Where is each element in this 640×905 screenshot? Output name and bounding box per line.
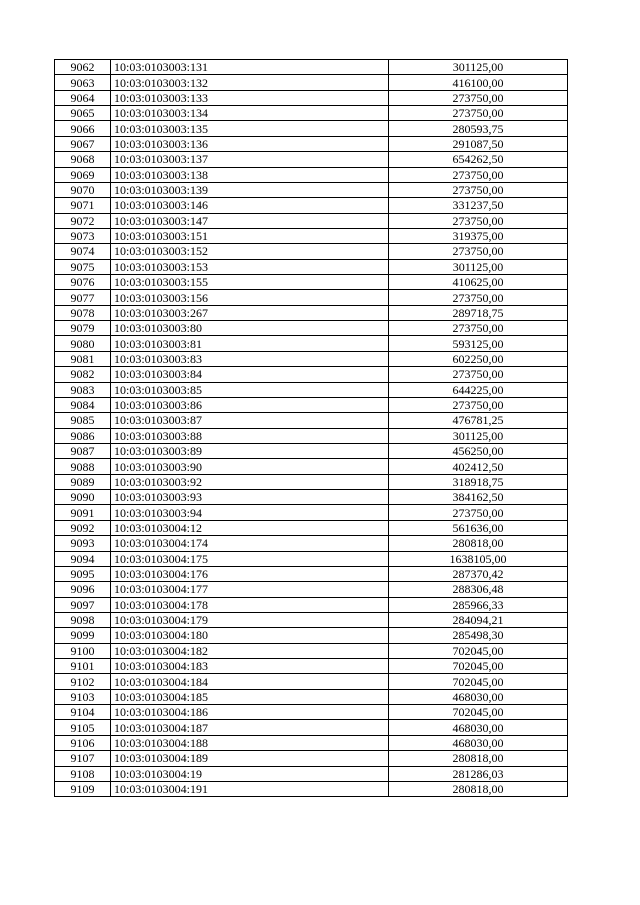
row-number-cell: 9066 bbox=[55, 121, 111, 136]
cadastral-value-cell: 285966,33 bbox=[389, 597, 568, 612]
cadastral-value-cell: 468030,00 bbox=[389, 735, 568, 750]
row-number-cell: 9073 bbox=[55, 228, 111, 243]
cadastral-number-cell: 10:03:0103003:94 bbox=[111, 505, 389, 520]
table-row bbox=[55, 551, 568, 566]
cadastral-value-cell: 289718,75 bbox=[389, 305, 568, 320]
table-row bbox=[55, 705, 568, 720]
cadastral-number-cell: 10:03:0103003:151 bbox=[111, 228, 389, 243]
table-row bbox=[55, 259, 568, 274]
cadastral-number-cell: 10:03:0103003:93 bbox=[111, 490, 389, 505]
table-row bbox=[55, 459, 568, 474]
table-row bbox=[55, 566, 568, 581]
row-number-cell: 9093 bbox=[55, 536, 111, 551]
cadastral-value-cell: 702045,00 bbox=[389, 659, 568, 674]
cadastral-number-cell: 10:03:0103004:19 bbox=[111, 766, 389, 781]
cadastral-number-cell: 10:03:0103003:146 bbox=[111, 198, 389, 213]
cadastral-number-cell: 10:03:0103003:156 bbox=[111, 290, 389, 305]
row-number-cell: 9095 bbox=[55, 566, 111, 581]
cadastral-value-cell: 273750,00 bbox=[389, 182, 568, 197]
cadastral-number-cell: 10:03:0103004:174 bbox=[111, 536, 389, 551]
table-row bbox=[55, 90, 568, 105]
row-number-cell: 9102 bbox=[55, 674, 111, 689]
cadastral-number-cell: 10:03:0103004:182 bbox=[111, 643, 389, 658]
cadastral-number-cell: 10:03:0103004:178 bbox=[111, 597, 389, 612]
table-row bbox=[55, 443, 568, 458]
table-row bbox=[55, 198, 568, 213]
row-number-cell: 9100 bbox=[55, 643, 111, 658]
cadastral-value-cell: 280818,00 bbox=[389, 781, 568, 796]
cadastral-number-cell: 10:03:0103004:186 bbox=[111, 705, 389, 720]
table-row bbox=[55, 612, 568, 627]
table-row bbox=[55, 720, 568, 735]
cadastral-value-cell: 280593,75 bbox=[389, 121, 568, 136]
row-number-cell: 9091 bbox=[55, 505, 111, 520]
cadastral-value-cell: 284094,21 bbox=[389, 612, 568, 627]
table-row bbox=[55, 321, 568, 336]
cadastral-value-cell: 288306,48 bbox=[389, 582, 568, 597]
cadastral-number-cell: 10:03:0103003:135 bbox=[111, 121, 389, 136]
row-number-cell: 9107 bbox=[55, 751, 111, 766]
cadastral-value-cell: 1638105,00 bbox=[389, 551, 568, 566]
table-row bbox=[55, 60, 568, 75]
row-number-cell: 9083 bbox=[55, 382, 111, 397]
cadastral-value-cell: 702045,00 bbox=[389, 643, 568, 658]
cadastral-number-cell: 10:03:0103003:92 bbox=[111, 474, 389, 489]
table-row bbox=[55, 121, 568, 136]
table-row bbox=[55, 413, 568, 428]
table-row bbox=[55, 490, 568, 505]
row-number-cell: 9071 bbox=[55, 198, 111, 213]
cadastral-value-cell: 468030,00 bbox=[389, 689, 568, 704]
row-number-cell: 9092 bbox=[55, 520, 111, 535]
row-number-cell: 9105 bbox=[55, 720, 111, 735]
table-row bbox=[55, 382, 568, 397]
table-row bbox=[55, 213, 568, 228]
cadastral-number-cell: 10:03:0103004:176 bbox=[111, 566, 389, 581]
row-number-cell: 9085 bbox=[55, 413, 111, 428]
cadastral-value-cell: 273750,00 bbox=[389, 321, 568, 336]
cadastral-number-cell: 10:03:0103003:80 bbox=[111, 321, 389, 336]
row-number-cell: 9069 bbox=[55, 167, 111, 182]
row-number-cell: 9067 bbox=[55, 136, 111, 151]
cadastral-number-cell: 10:03:0103003:136 bbox=[111, 136, 389, 151]
cadastral-number-cell: 10:03:0103004:185 bbox=[111, 689, 389, 704]
row-number-cell: 9098 bbox=[55, 612, 111, 627]
row-number-cell: 9074 bbox=[55, 244, 111, 259]
cadastral-value-cell: 273750,00 bbox=[389, 90, 568, 105]
cadastral-number-cell: 10:03:0103003:132 bbox=[111, 75, 389, 90]
cadastral-number-cell: 10:03:0103003:147 bbox=[111, 213, 389, 228]
cadastral-value-cell: 410625,00 bbox=[389, 275, 568, 290]
cadastral-number-cell: 10:03:0103004:191 bbox=[111, 781, 389, 796]
row-number-cell: 9064 bbox=[55, 90, 111, 105]
row-number-cell: 9106 bbox=[55, 735, 111, 750]
cadastral-value-cell: 291087,50 bbox=[389, 136, 568, 151]
cadastral-value-cell: 644225,00 bbox=[389, 382, 568, 397]
row-number-cell: 9086 bbox=[55, 428, 111, 443]
row-number-cell: 9103 bbox=[55, 689, 111, 704]
row-number-cell: 9077 bbox=[55, 290, 111, 305]
table-row bbox=[55, 674, 568, 689]
cadastral-number-cell: 10:03:0103003:86 bbox=[111, 397, 389, 412]
row-number-cell: 9096 bbox=[55, 582, 111, 597]
cadastral-value-cell: 602250,00 bbox=[389, 351, 568, 366]
cadastral-number-cell: 10:03:0103004:179 bbox=[111, 612, 389, 627]
table-row bbox=[55, 336, 568, 351]
cadastral-number-cell: 10:03:0103003:84 bbox=[111, 367, 389, 382]
cadastral-number-cell: 10:03:0103003:85 bbox=[111, 382, 389, 397]
table-row bbox=[55, 751, 568, 766]
row-number-cell: 9068 bbox=[55, 152, 111, 167]
cadastral-number-cell: 10:03:0103003:87 bbox=[111, 413, 389, 428]
row-number-cell: 9084 bbox=[55, 397, 111, 412]
table-row bbox=[55, 305, 568, 320]
cadastral-value-cell: 273750,00 bbox=[389, 505, 568, 520]
table-row bbox=[55, 474, 568, 489]
cadastral-value-cell: 384162,50 bbox=[389, 490, 568, 505]
table-row bbox=[55, 367, 568, 382]
cadastral-value-cell: 456250,00 bbox=[389, 443, 568, 458]
cadastral-value-cell: 561636,00 bbox=[389, 520, 568, 535]
table-row bbox=[55, 582, 568, 597]
cadastral-value-cell: 273750,00 bbox=[389, 244, 568, 259]
row-number-cell: 9089 bbox=[55, 474, 111, 489]
cadastral-value-table bbox=[54, 59, 568, 797]
cadastral-number-cell: 10:03:0103004:187 bbox=[111, 720, 389, 735]
cadastral-number-cell: 10:03:0103003:139 bbox=[111, 182, 389, 197]
table-row bbox=[55, 228, 568, 243]
cadastral-number-cell: 10:03:0103003:133 bbox=[111, 90, 389, 105]
table-row bbox=[55, 244, 568, 259]
cadastral-number-cell: 10:03:0103004:188 bbox=[111, 735, 389, 750]
row-number-cell: 9090 bbox=[55, 490, 111, 505]
cadastral-value-cell: 593125,00 bbox=[389, 336, 568, 351]
table-row bbox=[55, 106, 568, 121]
row-number-cell: 9101 bbox=[55, 659, 111, 674]
cadastral-number-cell: 10:03:0103003:131 bbox=[111, 60, 389, 75]
table-row bbox=[55, 536, 568, 551]
table-row bbox=[55, 136, 568, 151]
table-row bbox=[55, 397, 568, 412]
cadastral-number-cell: 10:03:0103003:267 bbox=[111, 305, 389, 320]
row-number-cell: 9094 bbox=[55, 551, 111, 566]
row-number-cell: 9062 bbox=[55, 60, 111, 75]
cadastral-number-cell: 10:03:0103004:175 bbox=[111, 551, 389, 566]
table-row bbox=[55, 643, 568, 658]
cadastral-value-cell: 476781,25 bbox=[389, 413, 568, 428]
table-row bbox=[55, 152, 568, 167]
cadastral-value-cell: 281286,03 bbox=[389, 766, 568, 781]
row-number-cell: 9088 bbox=[55, 459, 111, 474]
table-row bbox=[55, 520, 568, 535]
table-body bbox=[55, 60, 568, 797]
row-number-cell: 9099 bbox=[55, 628, 111, 643]
row-number-cell: 9081 bbox=[55, 351, 111, 366]
table-row bbox=[55, 428, 568, 443]
row-number-cell: 9080 bbox=[55, 336, 111, 351]
cadastral-value-cell: 273750,00 bbox=[389, 106, 568, 121]
row-number-cell: 9087 bbox=[55, 443, 111, 458]
cadastral-value-cell: 654262,50 bbox=[389, 152, 568, 167]
row-number-cell: 9076 bbox=[55, 275, 111, 290]
table-row bbox=[55, 659, 568, 674]
cadastral-value-cell: 702045,00 bbox=[389, 705, 568, 720]
cadastral-number-cell: 10:03:0103004:177 bbox=[111, 582, 389, 597]
cadastral-value-cell: 280818,00 bbox=[389, 536, 568, 551]
table-row bbox=[55, 766, 568, 781]
cadastral-number-cell: 10:03:0103003:88 bbox=[111, 428, 389, 443]
cadastral-value-cell: 468030,00 bbox=[389, 720, 568, 735]
cadastral-number-cell: 10:03:0103004:184 bbox=[111, 674, 389, 689]
row-number-cell: 9097 bbox=[55, 597, 111, 612]
row-number-cell: 9078 bbox=[55, 305, 111, 320]
cadastral-number-cell: 10:03:0103003:134 bbox=[111, 106, 389, 121]
row-number-cell: 9109 bbox=[55, 781, 111, 796]
row-number-cell: 9063 bbox=[55, 75, 111, 90]
table-row bbox=[55, 75, 568, 90]
table-row bbox=[55, 275, 568, 290]
cadastral-value-cell: 273750,00 bbox=[389, 367, 568, 382]
table-row bbox=[55, 290, 568, 305]
cadastral-value-cell: 301125,00 bbox=[389, 60, 568, 75]
table-row bbox=[55, 781, 568, 796]
table-row bbox=[55, 735, 568, 750]
cadastral-number-cell: 10:03:0103003:89 bbox=[111, 443, 389, 458]
cadastral-value-cell: 301125,00 bbox=[389, 428, 568, 443]
cadastral-number-cell: 10:03:0103004:180 bbox=[111, 628, 389, 643]
cadastral-number-cell: 10:03:0103003:81 bbox=[111, 336, 389, 351]
table-row bbox=[55, 689, 568, 704]
cadastral-value-cell: 402412,50 bbox=[389, 459, 568, 474]
table-row bbox=[55, 351, 568, 366]
cadastral-number-cell: 10:03:0103003:83 bbox=[111, 351, 389, 366]
row-number-cell: 9104 bbox=[55, 705, 111, 720]
cadastral-number-cell: 10:03:0103003:90 bbox=[111, 459, 389, 474]
row-number-cell: 9070 bbox=[55, 182, 111, 197]
cadastral-value-cell: 416100,00 bbox=[389, 75, 568, 90]
table-row bbox=[55, 167, 568, 182]
cadastral-number-cell: 10:03:0103004:183 bbox=[111, 659, 389, 674]
table-row bbox=[55, 628, 568, 643]
cadastral-number-cell: 10:03:0103003:138 bbox=[111, 167, 389, 182]
cadastral-value-cell: 702045,00 bbox=[389, 674, 568, 689]
cadastral-number-cell: 10:03:0103004:189 bbox=[111, 751, 389, 766]
cadastral-value-cell: 273750,00 bbox=[389, 290, 568, 305]
cadastral-value-cell: 285498,30 bbox=[389, 628, 568, 643]
table-row bbox=[55, 597, 568, 612]
cadastral-value-cell: 319375,00 bbox=[389, 228, 568, 243]
cadastral-value-cell: 287370,42 bbox=[389, 566, 568, 581]
row-number-cell: 9075 bbox=[55, 259, 111, 274]
table-row bbox=[55, 505, 568, 520]
cadastral-value-cell: 273750,00 bbox=[389, 213, 568, 228]
row-number-cell: 9065 bbox=[55, 106, 111, 121]
cadastral-value-cell: 280818,00 bbox=[389, 751, 568, 766]
cadastral-number-cell: 10:03:0103003:137 bbox=[111, 152, 389, 167]
cadastral-value-cell: 318918,75 bbox=[389, 474, 568, 489]
cadastral-number-cell: 10:03:0103004:12 bbox=[111, 520, 389, 535]
row-number-cell: 9079 bbox=[55, 321, 111, 336]
cadastral-number-cell: 10:03:0103003:152 bbox=[111, 244, 389, 259]
cadastral-number-cell: 10:03:0103003:153 bbox=[111, 259, 389, 274]
row-number-cell: 9082 bbox=[55, 367, 111, 382]
cadastral-value-cell: 273750,00 bbox=[389, 397, 568, 412]
cadastral-value-cell: 273750,00 bbox=[389, 167, 568, 182]
row-number-cell: 9108 bbox=[55, 766, 111, 781]
cadastral-number-cell: 10:03:0103003:155 bbox=[111, 275, 389, 290]
row-number-cell: 9072 bbox=[55, 213, 111, 228]
table-row bbox=[55, 182, 568, 197]
cadastral-value-cell: 331237,50 bbox=[389, 198, 568, 213]
cadastral-value-cell: 301125,00 bbox=[389, 259, 568, 274]
